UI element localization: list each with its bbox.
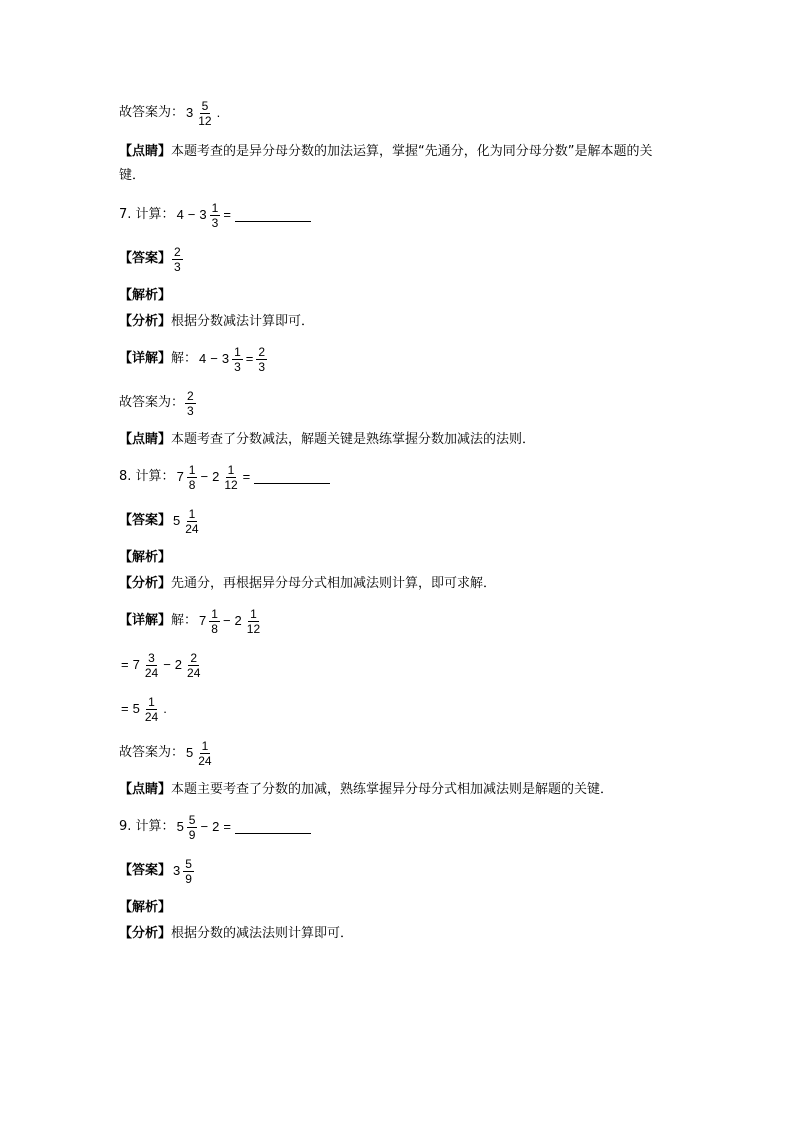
final-answer-label: 故答案为：	[119, 745, 185, 760]
numerator: 1	[234, 344, 241, 359]
denominator: 9	[188, 827, 196, 842]
note-label: 【点睛】	[119, 144, 172, 159]
denominator: 24	[144, 709, 159, 724]
whole-number: 7	[132, 657, 140, 672]
fenxi-label: 【分析】	[119, 314, 172, 329]
fraction	[183, 857, 194, 886]
q9-fenxi	[119, 924, 679, 944]
whole-number: 7	[199, 613, 207, 628]
fraction	[187, 813, 198, 842]
q7-question	[119, 198, 679, 232]
numerator: 5	[188, 812, 196, 827]
operand: 4	[199, 351, 207, 366]
note-text: 本题考查了分数减法，解题关键是熟练掌握分数加减法的法则．	[171, 432, 536, 447]
fenxi-text: 先通分，再根据异分母分式相加减法则计算，即可求解．	[171, 576, 497, 591]
denominator: 3	[174, 259, 181, 274]
answer-blank	[254, 471, 330, 484]
operand: 2	[212, 819, 220, 834]
fraction	[210, 201, 221, 230]
q7-note	[119, 430, 679, 450]
numerator: 1	[201, 738, 209, 753]
document-page	[119, 96, 679, 944]
fraction	[232, 345, 243, 374]
numerator: 2	[187, 388, 194, 403]
fraction	[196, 739, 213, 768]
q7-answer	[119, 242, 679, 276]
fraction	[185, 389, 196, 418]
fraction	[172, 245, 183, 274]
denominator: 3	[211, 215, 219, 230]
minus-sign: −	[187, 207, 196, 222]
q8-analysis-heading	[119, 548, 679, 568]
detail-label: 【详解】	[119, 613, 172, 628]
question-prompt: 计算：	[135, 819, 175, 834]
fraction	[196, 99, 213, 128]
analysis-label: 【解析】	[119, 900, 172, 915]
fraction	[187, 463, 198, 492]
q7-analysis-heading	[119, 286, 679, 306]
whole-number: 5	[176, 819, 184, 834]
whole-number: 3	[221, 351, 230, 366]
numerator: 2	[258, 344, 266, 359]
period: .	[163, 701, 167, 716]
denominator: 24	[187, 665, 201, 680]
note-label: 【点睛】	[119, 782, 172, 797]
denominator: 24	[144, 665, 159, 680]
question-number: 7.	[119, 207, 132, 222]
numerator: 5	[201, 98, 209, 113]
numerator: 1	[227, 462, 235, 477]
denominator: 24	[185, 521, 199, 536]
whole-number: 7	[176, 469, 184, 484]
whole-number: 3	[173, 863, 181, 878]
fraction	[183, 507, 200, 536]
denominator: 8	[188, 477, 196, 492]
fraction	[209, 607, 220, 636]
analysis-label: 【解析】	[119, 288, 172, 303]
minus-sign: −	[200, 819, 209, 834]
fenxi-label: 【分析】	[119, 576, 172, 591]
operand: 4	[176, 207, 184, 222]
question-prompt: 计算：	[135, 207, 175, 222]
numerator: 1	[148, 694, 155, 709]
whole-number: 2	[212, 469, 220, 484]
note-text: 本题考查的是异分母分数的加法运算，掌握“先通分，化为同分母分数”是解本题的关键．	[119, 144, 653, 183]
minus-sign: −	[210, 351, 218, 366]
numerator: 3	[148, 650, 155, 665]
question-prompt: 计算：	[135, 469, 175, 484]
q9-question	[119, 810, 679, 844]
fraction	[245, 607, 262, 636]
denominator: 3	[234, 359, 241, 374]
minus-sign: −	[200, 469, 209, 484]
numerator: 1	[188, 462, 196, 477]
whole-number: 5	[186, 745, 194, 760]
fraction	[256, 345, 267, 374]
question-number: 9.	[119, 819, 132, 834]
q8-detail	[119, 604, 679, 638]
q7-final-answer	[119, 386, 679, 420]
equals-sign: =	[245, 351, 254, 366]
fraction	[185, 651, 202, 680]
fraction	[222, 463, 239, 492]
fraction	[143, 651, 160, 680]
q8-note	[119, 780, 679, 800]
detail-label: 【详解】	[119, 351, 172, 366]
q8-question	[119, 460, 679, 494]
denominator: 12	[224, 477, 238, 492]
denominator: 3	[258, 359, 266, 374]
denominator: 9	[185, 871, 192, 886]
whole-number: 3	[199, 207, 207, 222]
numerator: 1	[250, 606, 257, 621]
question-number: 8.	[119, 469, 132, 484]
answer-label: 【答案】	[119, 513, 172, 528]
q6-final-answer	[119, 96, 679, 130]
answer-blank	[235, 821, 311, 834]
fraction	[143, 695, 160, 724]
detail-prefix: 解：	[171, 351, 198, 366]
whole-number: 5	[132, 701, 140, 716]
whole-number: 2	[234, 613, 242, 628]
equals-sign: =	[223, 819, 231, 834]
analysis-label: 【解析】	[119, 550, 172, 565]
equals-sign: =	[121, 657, 129, 672]
q8-step2	[119, 692, 679, 726]
equals-sign: =	[121, 701, 129, 716]
note-label: 【点睛】	[119, 432, 172, 447]
minus-sign: −	[163, 657, 171, 672]
denominator: 3	[187, 403, 194, 418]
numerator: 5	[185, 856, 192, 871]
whole-number: 5	[173, 513, 181, 528]
fenxi-text: 根据分数的减法法则计算即可．	[171, 926, 354, 941]
denominator: 12	[246, 621, 261, 636]
answer-blank	[235, 209, 311, 222]
denominator: 12	[198, 113, 212, 128]
numerator: 2	[174, 244, 181, 259]
numerator: 1	[211, 200, 219, 215]
q8-step1	[119, 648, 679, 682]
note-text: 本题主要考查了分数的加减，熟练掌握异分母分式相加减法则是解题的关键．	[171, 782, 614, 797]
q7-detail	[119, 342, 679, 376]
q8-fenxi	[119, 574, 679, 594]
equals-sign: =	[223, 207, 231, 222]
q6-note	[119, 140, 659, 188]
numerator: 1	[188, 506, 196, 521]
answer-label: 【答案】	[119, 251, 172, 266]
denominator: 8	[211, 621, 218, 636]
detail-prefix: 解：	[171, 613, 198, 628]
final-answer-label: 故答案为：	[119, 105, 185, 120]
denominator: 24	[198, 753, 212, 768]
numerator: 2	[190, 650, 198, 665]
whole-number: 2	[174, 657, 183, 672]
q9-analysis-heading	[119, 898, 679, 918]
minus-sign: −	[222, 613, 231, 628]
final-answer-label: 故答案为：	[119, 395, 185, 410]
fenxi-text: 根据分数减法计算即可．	[171, 314, 315, 329]
q8-final-answer	[119, 736, 679, 770]
answer-label: 【答案】	[119, 863, 172, 878]
whole-number: 3	[186, 105, 194, 120]
q8-answer	[119, 504, 679, 538]
equals-sign: =	[242, 469, 251, 484]
numerator: 1	[211, 606, 218, 621]
fenxi-label: 【分析】	[119, 926, 172, 941]
period: .	[216, 105, 221, 120]
q9-answer	[119, 854, 679, 888]
q7-fenxi	[119, 312, 679, 332]
